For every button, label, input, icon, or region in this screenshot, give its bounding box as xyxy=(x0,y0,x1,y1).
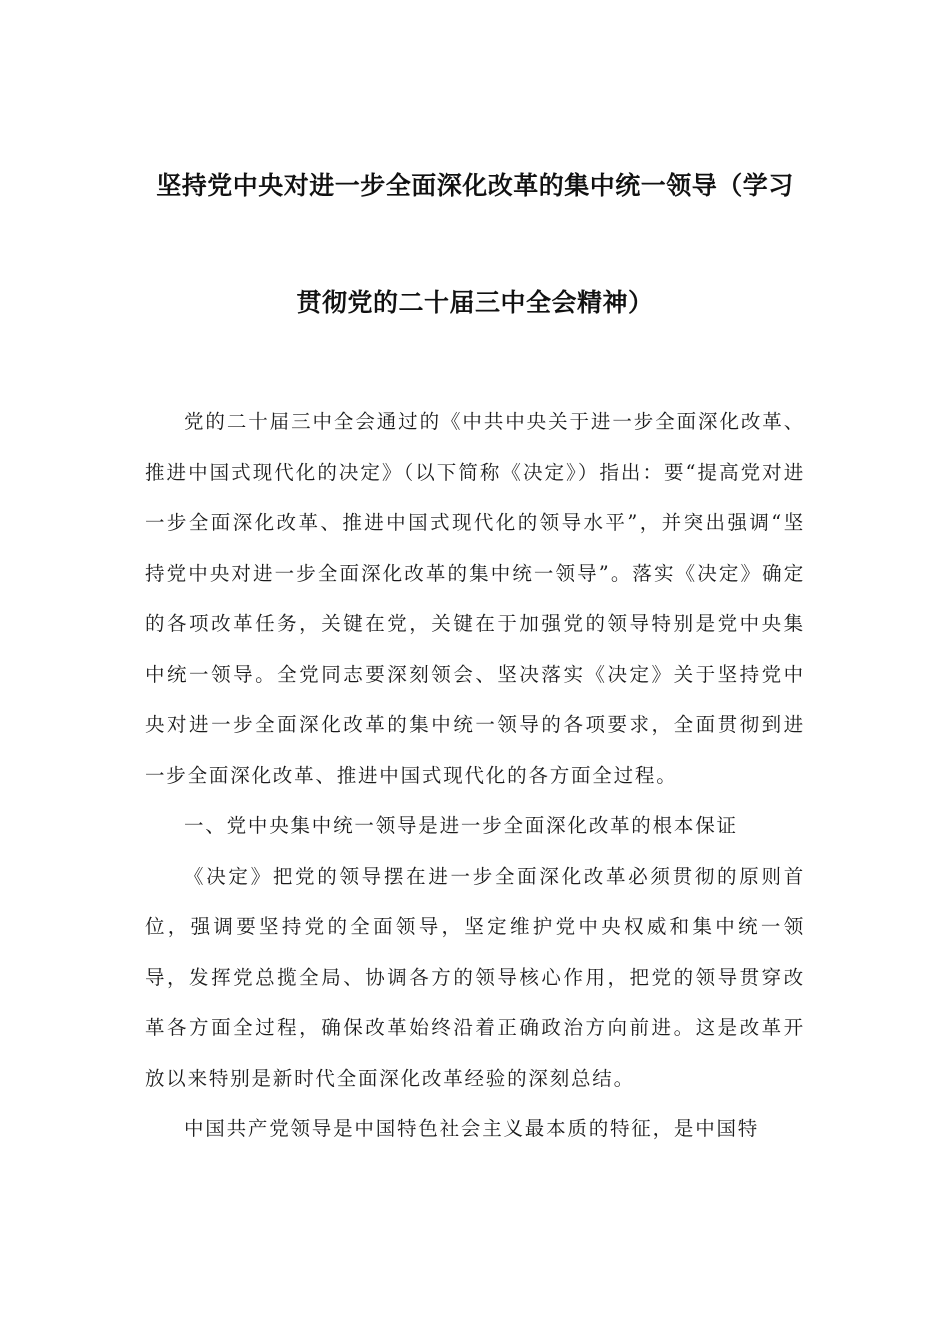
document-title-line-1: 坚持党中央对进一步全面深化改革的集中统一领导（学习 xyxy=(156,171,794,200)
paragraph-intro: 党的二十届三中全会通过的《中共中央关于进一步全面深化改革、推进中国式现代化的决定》（以下简称《决定》）指出：要“提高党对进一步全面深化改革、推进中国式现代化的领导水平”，并突出强调“坚持党中央对进一步全面深化改革的集中统一领导”。落实《决定》确定的各项改革任务，关键在党，关键在于加强党的领导特别是党中央集中统一领导。全党同志要深刻领会、坚决落实《决定》关于坚持党中央对进一步全面深化改革的集中统一领导的各项要求，全面贯彻到进一步全面深化改革、推进中国式现代化的各方面全过程。 xyxy=(145,410,805,787)
paragraph-section-1-cont: 中国共产党领导是中国特色社会主义最本质的特征，是中国特 xyxy=(184,1117,760,1140)
document-title-line-2: 贯彻党的二十届三中全会精神） xyxy=(296,288,654,317)
document-body xyxy=(145,397,805,1155)
paragraph-section-1: 《决定》把党的领导摆在进一步全面深化改革必须贯彻的原则首位，强调要坚持党的全面领导，坚定维护党中央权威和集中统一领导，发挥党总揽全局、协调各方的领导核心作用，把党的领导贯穿改革各方面全过程，确保改革始终沿着正确政治方向前进。这是改革开放以来特别是新时代全面深化改革经验的深刻总结。 xyxy=(145,864,805,1090)
section-heading-1: 一、党中央集中统一领导是进一步全面深化改革的根本保证 xyxy=(184,814,738,837)
